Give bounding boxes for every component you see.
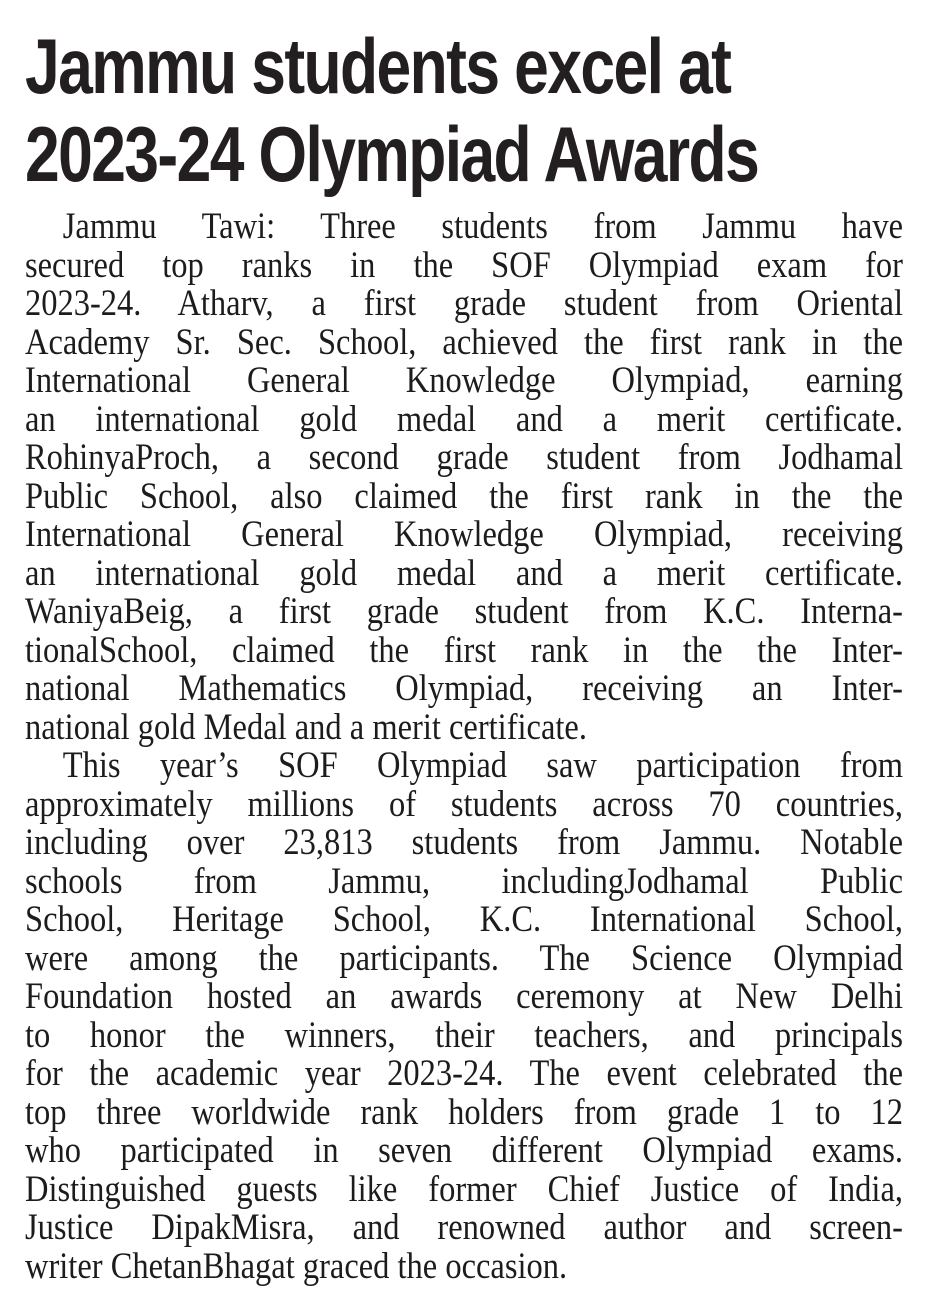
article-line: RohinyaProch, a second grade student from Jodhamal xyxy=(25,437,903,478)
article-line: Public School, also claimed the first rank in the the xyxy=(25,475,903,517)
article-line: secured top ranks in the SOF Olympiad exam for xyxy=(25,244,903,286)
article-headline xyxy=(25,22,904,198)
article-line: who participated in seven different Olympiad exams. xyxy=(25,1130,903,1171)
paragraph xyxy=(25,747,903,1286)
headline-line-2: 2023-24 Olympiad Awards xyxy=(25,110,759,198)
article-line: International General Knowledge Olympiad, earning xyxy=(25,360,903,401)
article-line: Justice DipakMisra, and renowned author and screen- xyxy=(25,1207,903,1248)
article-line: WaniyaBeig, a first grade student from K.C. Interna- xyxy=(25,591,903,632)
article-line: an international gold medal and a merit certificate. xyxy=(25,552,903,594)
article-line: schools from Jammu, includingJodhamal Public xyxy=(25,860,903,902)
article-line: tionalSchool, claimed the first rank in the the Inter- xyxy=(25,629,903,671)
article-line: writer ChetanBhagat graced the occasion. xyxy=(25,1245,568,1287)
article-line: to honor the winners, their teachers, and principals xyxy=(25,1014,903,1056)
article-line: Jammu Tawi: Three students from Jammu have xyxy=(62,206,903,247)
article-line: for the academic year 2023-24. The event celebrated the xyxy=(25,1053,903,1094)
headline-line-1: Jammu students excel at xyxy=(25,22,731,110)
article-line: an international gold medal and a merit certificate. xyxy=(25,398,903,440)
paragraph xyxy=(25,208,903,747)
article-line: top three worldwide rank holders from grade 1 to 12 xyxy=(25,1091,903,1133)
article-line: national Mathematics Olympiad, receiving an Inter- xyxy=(25,668,903,709)
article-line: including over 23,813 students from Jammu. Notable xyxy=(25,822,903,863)
article-line: International General Knowledge Olympiad, receiving xyxy=(25,514,903,555)
article-body-text xyxy=(25,208,903,1286)
article-line: national gold Medal and a merit certificate. xyxy=(25,706,587,748)
article-line: Distinguished guests like former Chief Justice of India, xyxy=(25,1168,903,1210)
article-line: approximately millions of students across 70 countries, xyxy=(25,783,903,825)
article-line: Foundation hosted an awards ceremony at New Delhi xyxy=(25,976,903,1017)
article-line: 2023-24. Atharv, a first grade student from Oriental xyxy=(25,283,903,324)
article-line: were among the participants. The Science Olympiad xyxy=(25,937,903,979)
article-line: Academy Sr. Sec. School, achieved the first rank in the xyxy=(25,321,903,363)
article-body xyxy=(25,208,903,1286)
article-line: This year’s SOF Olympiad saw participation from xyxy=(62,745,903,786)
article-line: School, Heritage School, K.C. International School, xyxy=(25,899,903,940)
